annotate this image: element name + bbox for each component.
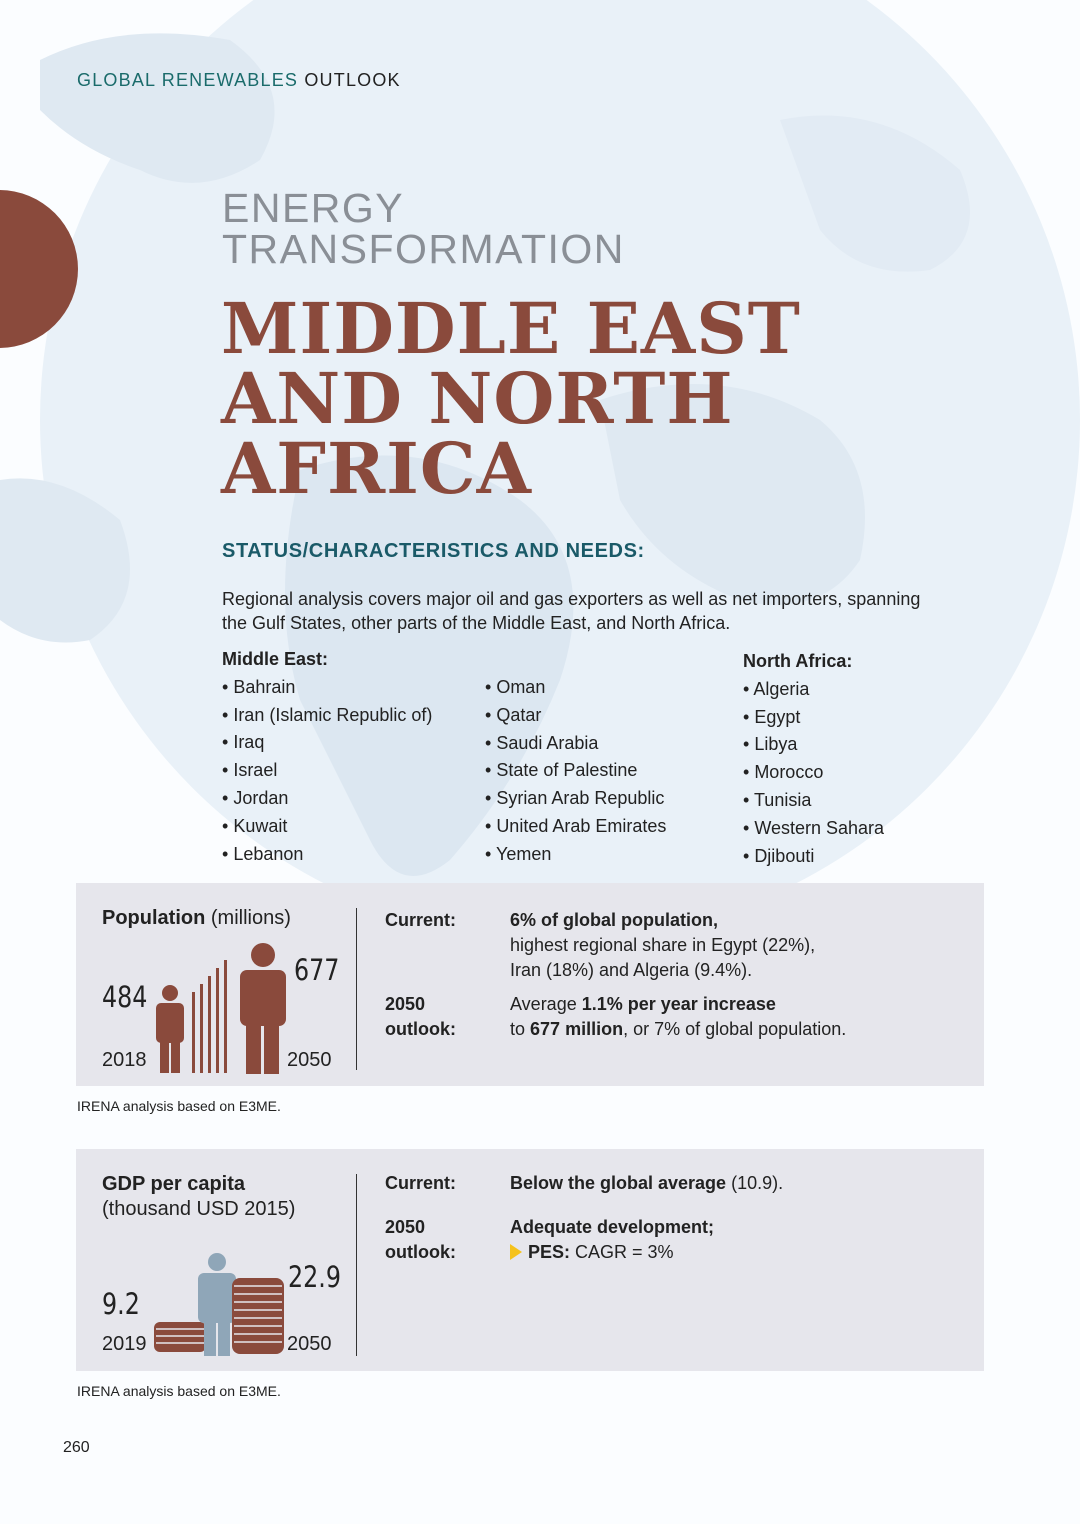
publication-title-part1: GLOBAL RENEWABLES (77, 70, 299, 90)
population-outlook-label-1: 2050 (385, 994, 426, 1014)
gdp-current-bold: Below the global average (510, 1173, 727, 1193)
publication-title-part2: OUTLOOK (304, 70, 401, 90)
population-current-text (510, 908, 815, 983)
kicker-line-2: TRANSFORMATION (222, 226, 625, 272)
gdp-outlook-label-1: 2050 (385, 1217, 426, 1237)
population-label-unit: (millions) (210, 907, 291, 929)
list-item: • Jordan (222, 785, 432, 813)
population-current-line3: Iran (18%) and Algeria (9.4%). (510, 960, 753, 980)
gdp-label (102, 1172, 295, 1222)
publication-title (77, 70, 401, 91)
page-title (221, 287, 801, 510)
list-item: • Iraq (222, 729, 432, 757)
population-growth-icon (150, 942, 292, 1076)
middle-east-column-2 (485, 674, 666, 869)
gdp-label-unit: (thousand USD 2015) (102, 1198, 296, 1220)
middle-east-heading: Middle East: (222, 649, 329, 669)
population-label (102, 906, 291, 931)
north-africa-column (743, 648, 884, 870)
gdp-divider (356, 1174, 357, 1356)
gdp-pes-rest: CAGR = 3% (575, 1242, 674, 1262)
gdp-year-end: 2050 (287, 1333, 332, 1355)
list-item: • Syrian Arab Republic (485, 785, 666, 813)
population-label-bold: Population (102, 907, 206, 929)
population-value-start: 484 (102, 980, 148, 1014)
arrow-right-icon (510, 1244, 522, 1260)
population-outlook-a: Average (510, 994, 577, 1014)
middle-east-list-1 (222, 674, 432, 869)
gdp-label-bold: GDP per capita (102, 1173, 246, 1195)
list-item: • State of Palestine (485, 757, 666, 785)
list-item: • Tunisia (743, 787, 884, 815)
section-kicker (222, 185, 625, 272)
list-item: • United Arab Emirates (485, 813, 666, 841)
list-item: • Bahrain (222, 674, 432, 702)
gdp-current-text (510, 1171, 783, 1196)
growth-bars-icon (192, 960, 227, 1073)
gdp-pes-bold: PES: (528, 1242, 571, 1262)
gdp-year-start: 2019 (102, 1333, 147, 1355)
list-item: • Qatar (485, 702, 666, 730)
intro-paragraph: Regional analysis covers major oil and gas exporters as well as net importers, spanning the Gulf States, other parts of the Middle East, and North Africa. (222, 589, 921, 633)
population-year-end: 2050 (287, 1049, 332, 1071)
gdp-outlook-label-2: outlook: (385, 1242, 456, 1262)
list-item: • Iran (Islamic Republic of) (222, 702, 432, 730)
list-item: • Yemen (485, 841, 666, 869)
gdp-growth-icon (150, 1250, 290, 1360)
gdp-source-note: IRENA analysis based on E3ME. (77, 1383, 281, 1399)
middle-east-column-1 (222, 646, 432, 868)
page-title-line-3: AFRICA (221, 427, 532, 510)
list-item: • Djibouti (743, 843, 884, 871)
population-current-label: Current: (385, 910, 456, 930)
gdp-value-start: 9.2 (102, 1287, 140, 1321)
list-item: • Saudi Arabia (485, 730, 666, 758)
gdp-outlook-label (385, 1215, 456, 1265)
north-africa-heading: North Africa: (743, 651, 853, 671)
population-current-bold: 6% of global population, (510, 910, 718, 930)
list-item: • Libya (743, 731, 884, 759)
gdp-current-label: Current: (385, 1173, 456, 1193)
population-source-note: IRENA analysis based on E3ME. (77, 1098, 281, 1114)
list-item: • Oman (485, 674, 666, 702)
section-heading: STATUS/CHARACTERISTICS AND NEEDS: (222, 540, 645, 562)
population-value-end: 677 (294, 953, 340, 987)
population-current-line2: highest regional share in Egypt (22%), (510, 935, 816, 955)
population-outlook-d: 677 million (530, 1019, 624, 1039)
coin-stack-small-icon (154, 1322, 206, 1352)
page-number: 260 (63, 1439, 90, 1456)
person-small-icon (156, 985, 184, 1073)
population-outlook-text (510, 992, 846, 1042)
list-item: • Israel (222, 757, 432, 785)
middle-east-list-2 (485, 674, 666, 869)
population-divider (356, 908, 357, 1070)
list-item: • Algeria (743, 676, 884, 704)
north-africa-list (743, 676, 884, 871)
population-outlook-label (385, 992, 456, 1042)
list-item: • Western Sahara (743, 815, 884, 843)
list-item: • Morocco (743, 759, 884, 787)
list-item: • Lebanon (222, 841, 432, 869)
gdp-value-end: 22.9 (288, 1260, 341, 1294)
population-outlook-e: , or 7% of global population. (623, 1019, 847, 1039)
list-item: • Kuwait (222, 813, 432, 841)
page-title-line-1: MIDDLE EAST (221, 287, 801, 370)
page-title-line-2: AND NORTH (221, 357, 734, 440)
list-item: • Egypt (743, 704, 884, 732)
gdp-outlook-text (510, 1215, 714, 1265)
population-outlook-label-2: outlook: (385, 1019, 456, 1039)
population-year-start: 2018 (102, 1049, 147, 1071)
coin-stack-large-icon (232, 1278, 284, 1354)
population-outlook-b: 1.1% per year increase (581, 994, 776, 1014)
gdp-outlook-bold: Adequate development; (510, 1217, 715, 1237)
person-large-icon (240, 943, 286, 1074)
kicker-line-1: ENERGY (222, 185, 405, 231)
population-outlook-c: to (510, 1019, 526, 1039)
gdp-current-rest: (10.9). (731, 1173, 784, 1193)
